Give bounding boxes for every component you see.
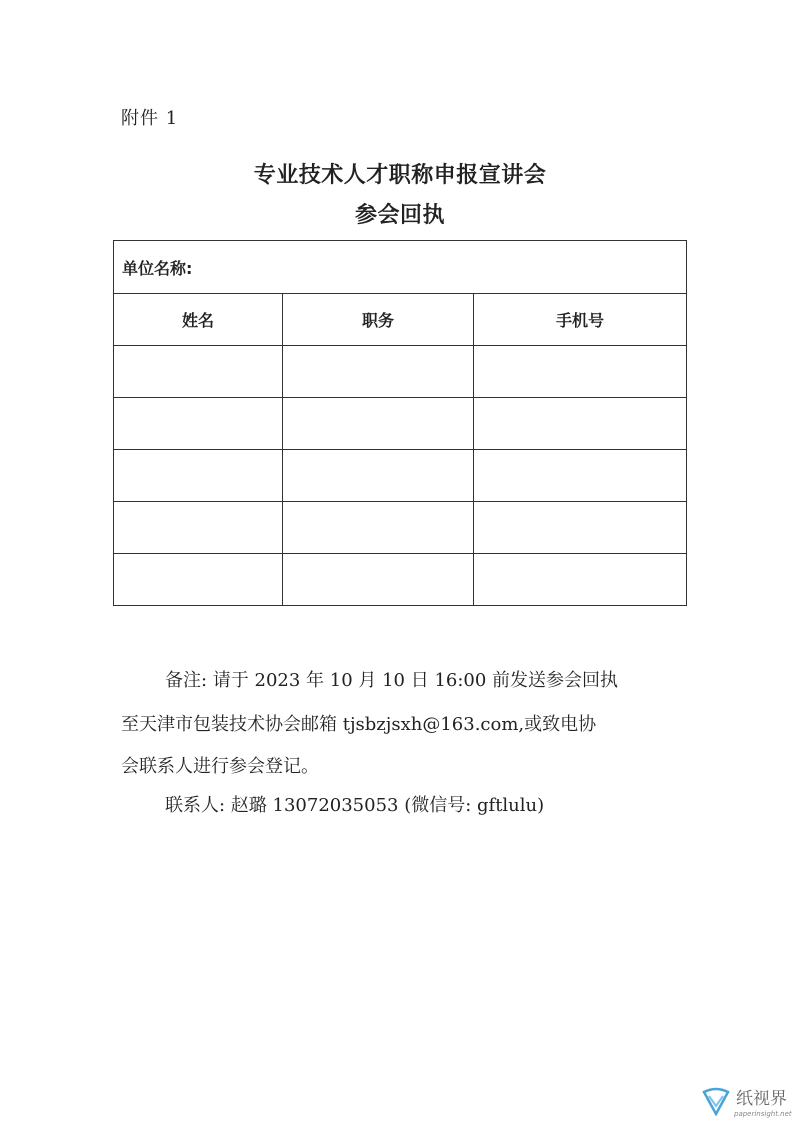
column-header-phone: 手机号 bbox=[474, 294, 687, 346]
contact-line: 联系人: 赵璐 13072035053 (微信号: gftlulu) bbox=[165, 795, 545, 816]
document-subtitle: 参会回执 bbox=[354, 203, 445, 228]
note-line-1: 备注: 请于 2023 年 10 月 10 日 16:00 前发送参会回执 bbox=[165, 670, 619, 691]
watermark-subtext: paperinsight.net bbox=[734, 1110, 792, 1118]
phone-cell[interactable] bbox=[474, 554, 687, 606]
table-row bbox=[114, 554, 687, 606]
name-cell[interactable] bbox=[114, 346, 283, 398]
name-cell[interactable] bbox=[114, 398, 283, 450]
name-cell[interactable] bbox=[114, 450, 283, 502]
org-row bbox=[114, 241, 687, 294]
table-row bbox=[114, 502, 687, 554]
note-line-2: 至天津市包装技术协会邮箱 tjsbzjsxh@163.com,或致电协 bbox=[121, 714, 597, 735]
reply-form-table bbox=[113, 240, 687, 606]
phone-cell[interactable] bbox=[474, 398, 687, 450]
document-title: 专业技术人才职称申报宣讲会 bbox=[253, 163, 547, 188]
watermark bbox=[700, 1082, 796, 1126]
phone-cell[interactable] bbox=[474, 346, 687, 398]
name-cell[interactable] bbox=[114, 554, 283, 606]
table-row bbox=[114, 450, 687, 502]
column-header-position: 职务 bbox=[283, 294, 474, 346]
phone-cell[interactable] bbox=[474, 450, 687, 502]
attachment-label: 附件 1 bbox=[121, 108, 179, 129]
note-line-3: 会联系人进行参会登记。 bbox=[121, 756, 319, 777]
phone-cell[interactable] bbox=[474, 502, 687, 554]
column-header-name: 姓名 bbox=[114, 294, 283, 346]
position-cell[interactable] bbox=[283, 398, 474, 450]
header-row bbox=[114, 294, 687, 346]
name-cell[interactable] bbox=[114, 502, 283, 554]
watermark-text: 纸视界 bbox=[736, 1089, 787, 1109]
position-cell[interactable] bbox=[283, 450, 474, 502]
org-name-label: 单位名称: bbox=[122, 258, 193, 278]
paperinsight-logo-icon bbox=[700, 1084, 732, 1116]
position-cell[interactable] bbox=[283, 346, 474, 398]
table-row bbox=[114, 346, 687, 398]
org-name-cell[interactable] bbox=[114, 241, 687, 294]
position-cell[interactable] bbox=[283, 502, 474, 554]
table-row bbox=[114, 398, 687, 450]
position-cell[interactable] bbox=[283, 554, 474, 606]
